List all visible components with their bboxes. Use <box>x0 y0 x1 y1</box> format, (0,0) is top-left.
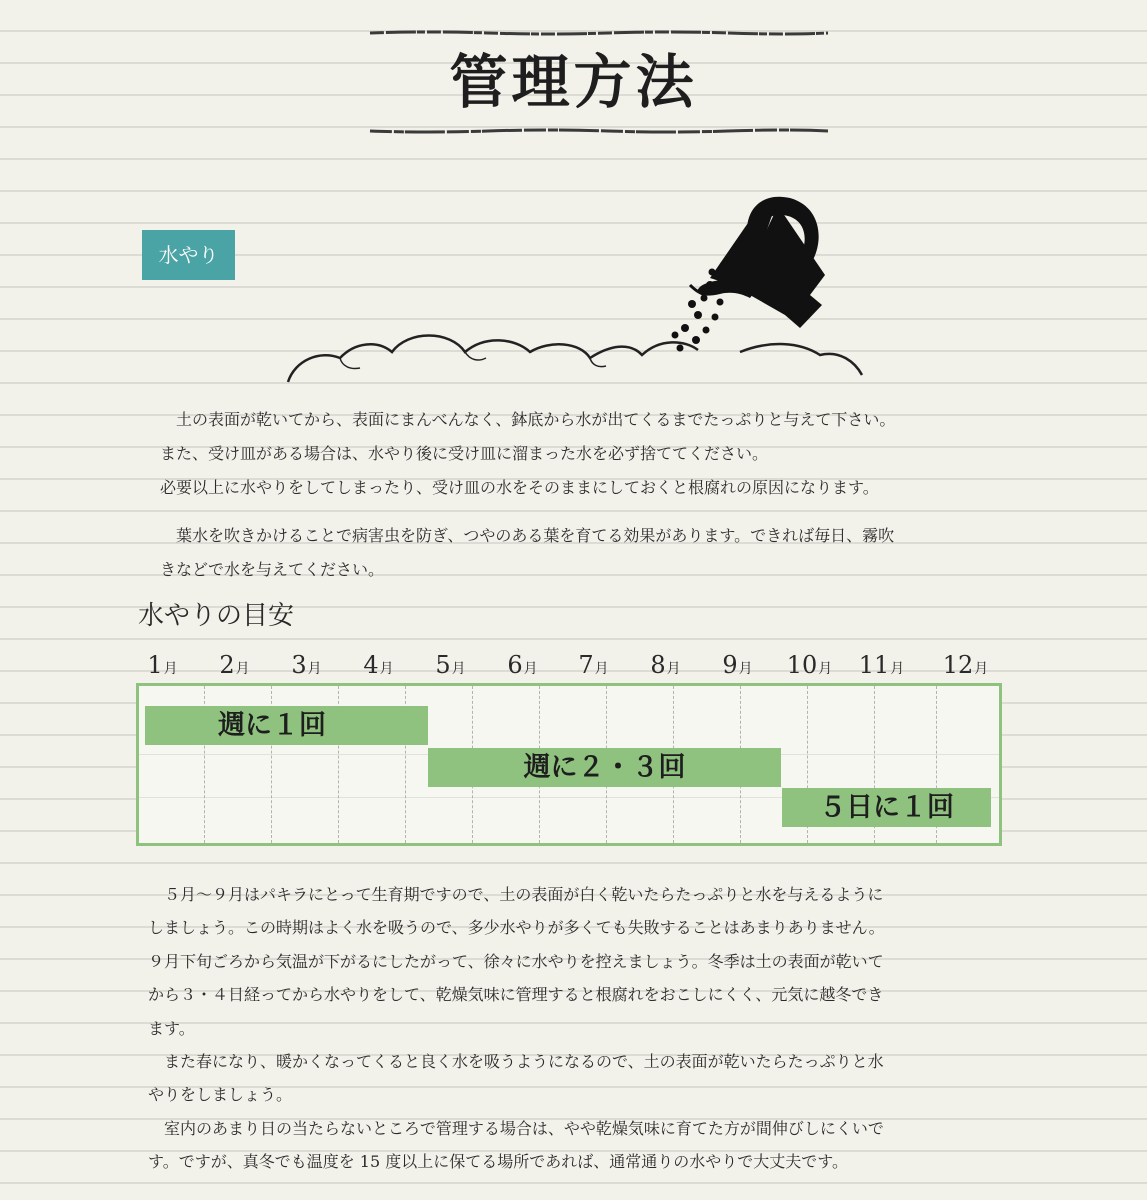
text-line: 土の表面が乾いてから、表面にまんべんなく、鉢底から水が出てくるまでたっぷりと与えて下さい。 <box>160 410 896 429</box>
page-title: 管理方法 <box>449 48 698 116</box>
seasonal-notes <box>148 878 885 1179</box>
watering-can-icon <box>690 197 825 328</box>
text-line: やりをしましょう。 <box>148 1085 293 1105</box>
month-label: 7月 <box>578 651 609 679</box>
schedule-bar-weekly-once <box>145 706 428 745</box>
text-line: ます。 <box>148 1018 195 1038</box>
schedule-bar-every-5-days <box>782 788 991 827</box>
schedule-bar-label: ５日に１回 <box>819 792 954 823</box>
text-line: きなどで水を与えてください。 <box>160 560 385 579</box>
month-label: 9月 <box>722 651 753 679</box>
schedule-bar-weekly-2-3 <box>428 748 781 787</box>
text-line: ５月～９月はパキラにとって生育期ですので、土の表面が白く乾いたらたっぷりと水を与えるように <box>148 885 884 904</box>
text-line: しましょう。この時期はよく水を吸うので、多少水やりが多くても失敗することはあまりありません。 <box>148 918 885 938</box>
text-line: また春になり、暖かくなってくると良く水を吸うようになるので、土の表面が乾いたらたっぷりと水 <box>148 1051 884 1071</box>
watering-schedule-grid <box>136 683 1002 846</box>
section-tag-watering: 水やり <box>142 230 235 280</box>
title-bottom-rule <box>368 128 830 134</box>
title-top-rule <box>368 30 830 36</box>
month-label: 12月 <box>942 651 989 679</box>
schedule-bar-label: 週に１回 <box>218 710 326 741</box>
text-line: 室内のあまり日の当たらないところで管理する場合は、やや乾燥気味に育てた方が間伸びしにくいで <box>148 1118 884 1138</box>
text-line: す。ですが、真冬でも温度を 15 度以上に保てる場所であれば、通常通りの水やりで大丈夫です。 <box>148 1152 848 1172</box>
month-label: 3月 <box>291 651 322 679</box>
text-line: 必要以上に水やりをしてしまったり、受け皿の水をそのままにしておくと根腐れの原因になります。 <box>160 478 879 497</box>
soil-mound-icon <box>288 336 862 383</box>
schedule-title: 水やりの目安 <box>138 601 295 631</box>
month-label: 1月 <box>147 651 178 679</box>
text-line: また、受け皿がある場合は、水やり後に受け皿に溜まった水を必ず捨ててください。 <box>160 444 769 463</box>
intro-paragraph-1 <box>160 403 895 505</box>
text-line: ９月下旬ごろから気温が下がるにしたがって、徐々に水やりを控えましょう。冬季は土の表面が乾いて <box>148 951 884 971</box>
watering-illustration <box>280 190 880 390</box>
month-header-row <box>0 648 1147 682</box>
month-label: 4月 <box>363 651 394 679</box>
month-label: 11月 <box>858 651 905 679</box>
month-label: 6月 <box>507 651 538 679</box>
month-label: 8月 <box>650 651 681 679</box>
month-label: 2月 <box>219 651 250 679</box>
month-label: 10月 <box>786 651 833 679</box>
schedule-bar-label: 週に２・３回 <box>523 752 686 783</box>
text-line: 葉水を吹きかけることで病害虫を防ぎ、つやのある葉を育てる効果があります。できれば毎日、霧吹 <box>160 526 895 545</box>
text-line: から３・４日経ってから水やりをして、乾燥気味に管理すると根腐れをおこしにくく、元気に越冬でき <box>148 985 884 1005</box>
month-label: 5月 <box>435 651 466 679</box>
intro-paragraph-2 <box>160 519 894 587</box>
